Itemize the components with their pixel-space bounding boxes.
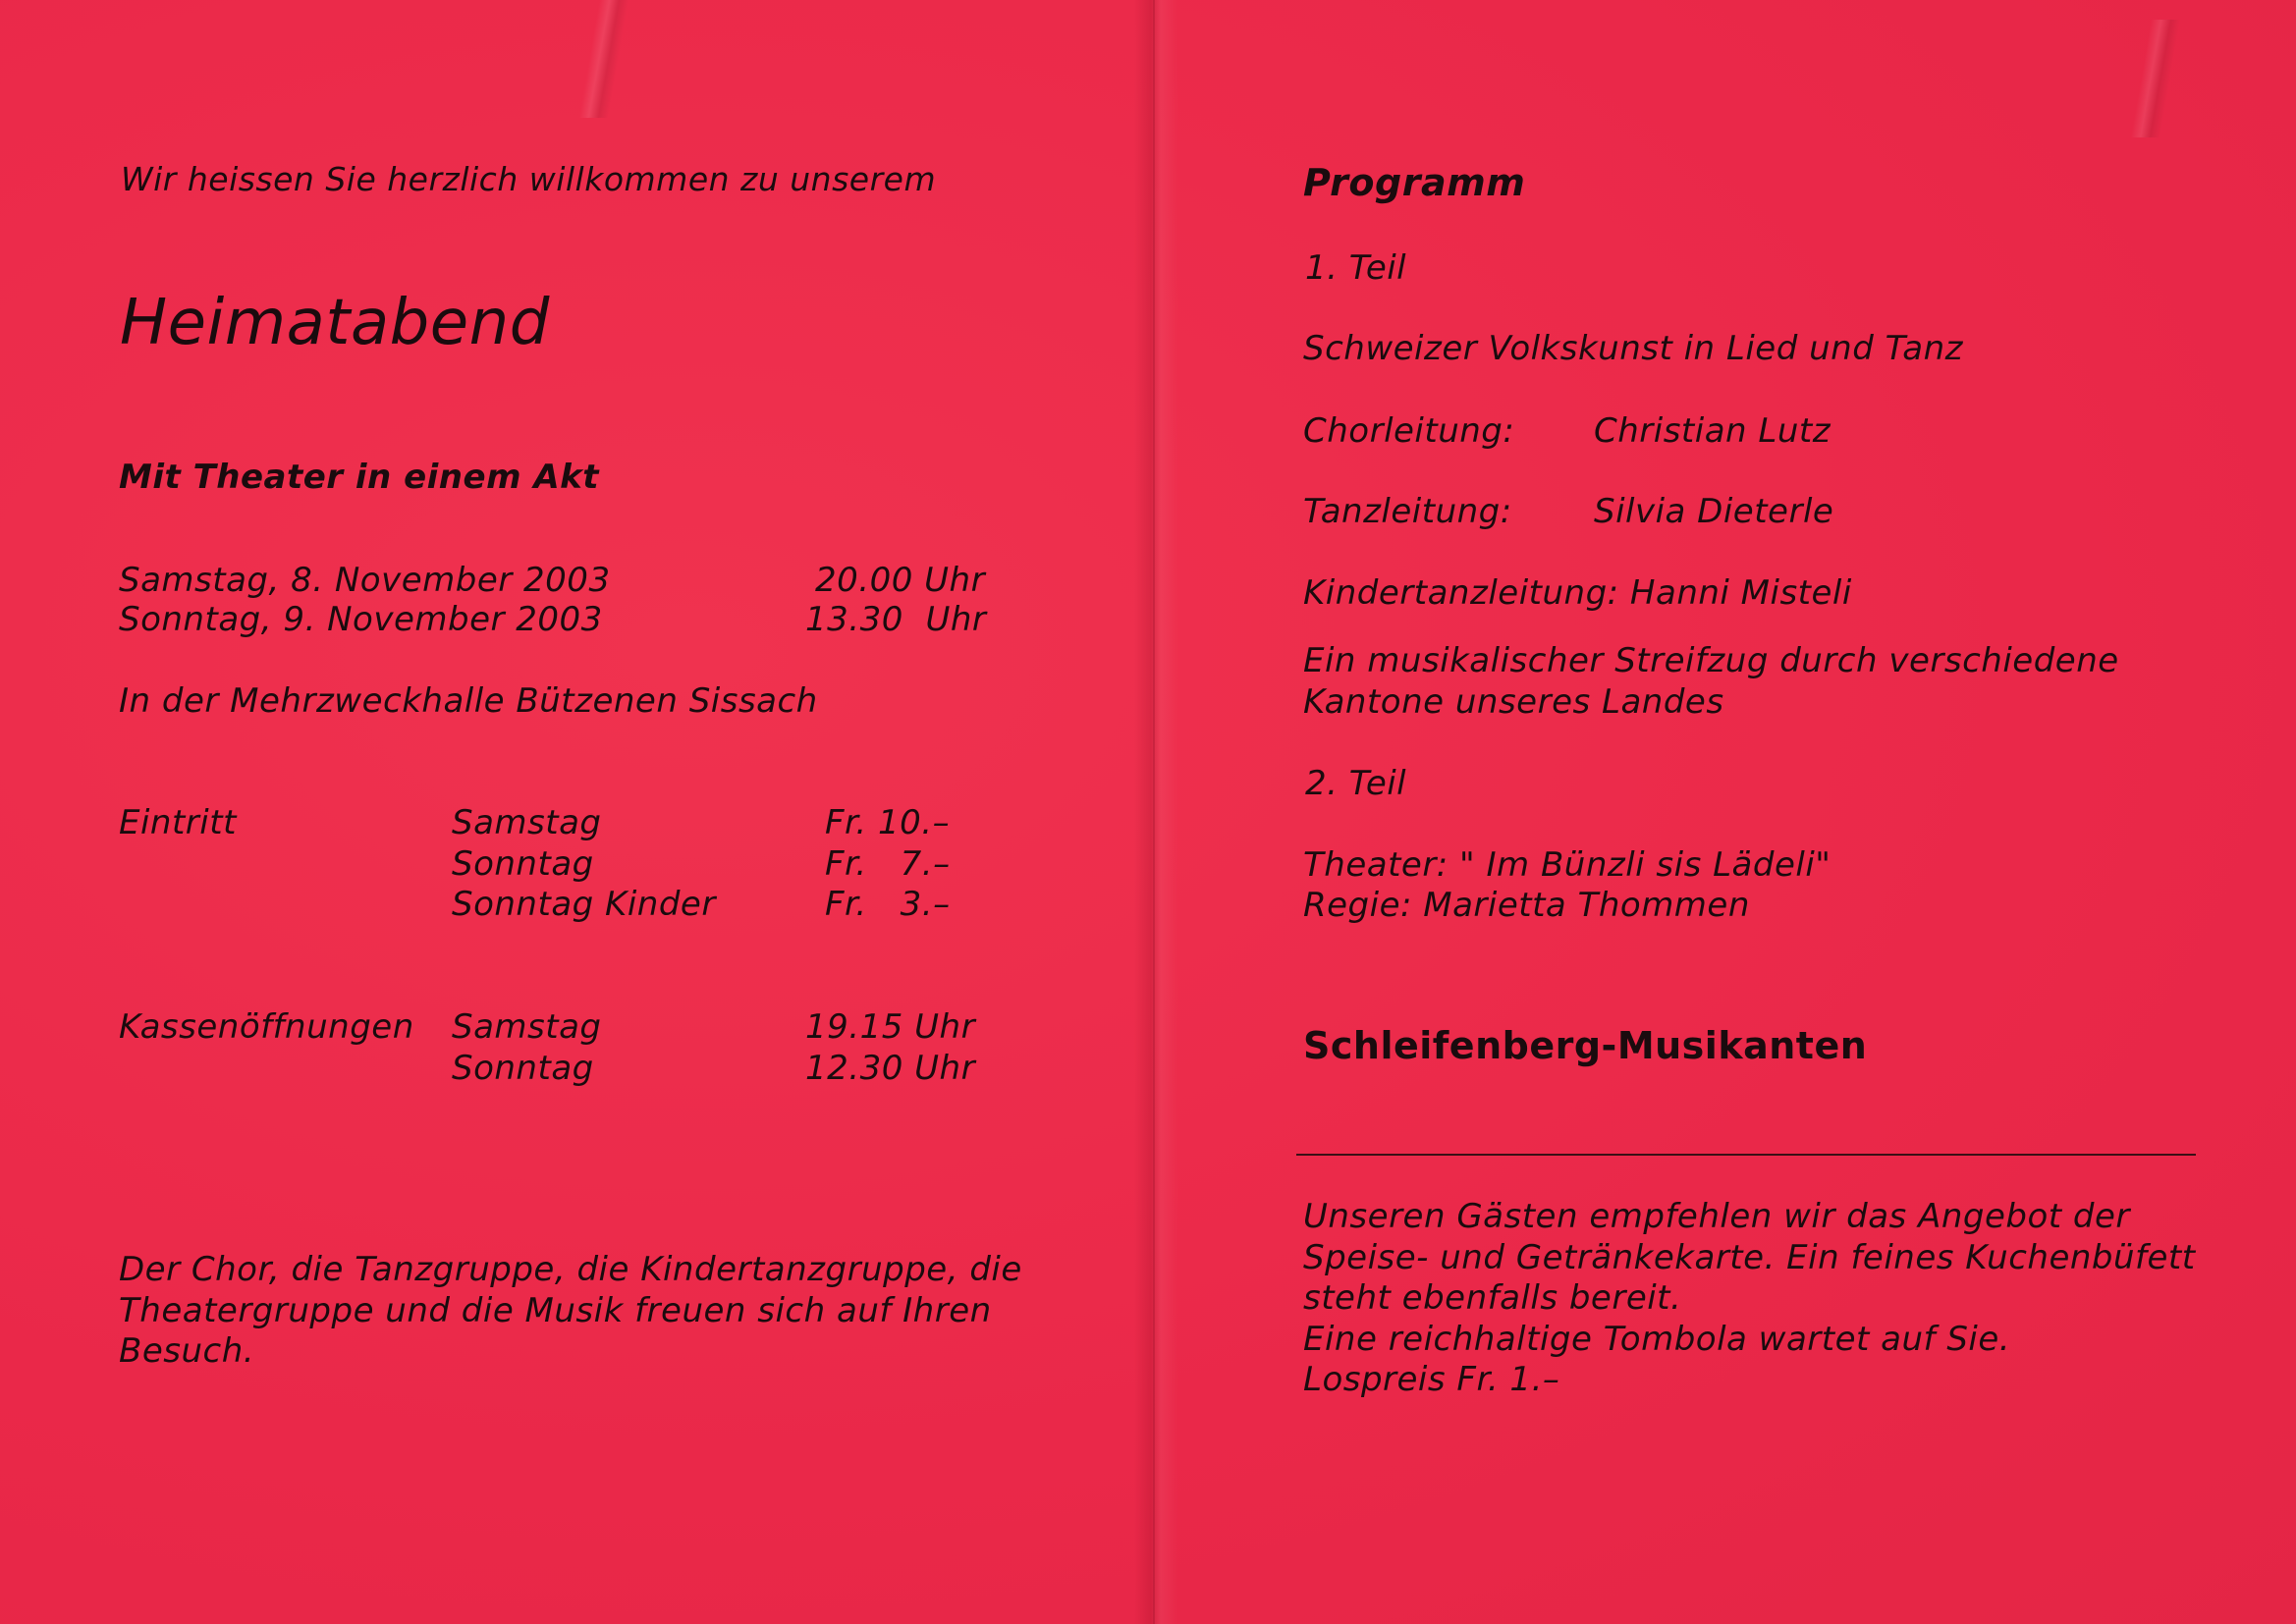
part2-label: 2. Teil (1305, 764, 1407, 803)
entry-label: Eintritt (119, 803, 237, 842)
date-sunday: Sonntag, 9. November 2003 (119, 600, 603, 639)
entry-day: Sonntag Kinder (452, 885, 716, 924)
closing-line: Besuch. (119, 1331, 255, 1371)
program-heading: Programm (1303, 161, 1526, 204)
description-line: Kantone unseres Landes (1303, 682, 1724, 722)
time-saturday: 20.00 Uhr (815, 561, 986, 600)
venue-text: In der Mehrzweckhalle Bützenen Sissach (119, 681, 818, 721)
notes-line: Eine reichhaltige Tombola wartet auf Sie. (1303, 1320, 2011, 1359)
box-office-day: Sonntag (452, 1049, 594, 1088)
box-office-time: 12.30 Uhr (805, 1049, 976, 1088)
dance-name: Silvia Dieterle (1594, 492, 1834, 531)
center-fold (1153, 0, 1155, 1624)
theater-title: Theater: " Im Bünzli sis Lädeli" (1303, 845, 1831, 885)
band-name: Schleifenberg-Musikanten (1303, 1024, 1868, 1067)
paper-crease (578, 0, 629, 118)
divider-line (1296, 1154, 2196, 1156)
choir-name: Christian Lutz (1594, 411, 1831, 451)
entry-day: Sonntag (452, 844, 594, 884)
part1-label: 1. Teil (1305, 248, 1407, 288)
entry-price: Fr. 3.– (825, 885, 951, 924)
entry-day: Samstag (452, 803, 602, 842)
closing-line: Theatergruppe und die Musik freuen sich auf Ihren (119, 1291, 992, 1330)
description-line: Ein musikalischer Streifzug durch verschiedene (1303, 641, 2119, 680)
part1-title: Schweizer Volkskunst in Lied und Tanz (1303, 329, 1964, 368)
event-title: Heimatabend (120, 287, 550, 359)
notes-line: Lospreis Fr. 1.– (1303, 1360, 1560, 1399)
box-office-day: Samstag (452, 1007, 602, 1047)
notes-line: Speise- und Getränkekarte. Ein feines Kuchenbüfett (1303, 1238, 2196, 1277)
entry-price: Fr. 10.– (825, 803, 951, 842)
dance-label: Tanzleitung: (1303, 492, 1512, 531)
paper-crease (2130, 20, 2180, 137)
date-saturday: Samstag, 8. November 2003 (119, 561, 611, 600)
box-office-time: 19.15 Uhr (805, 1007, 976, 1047)
event-subtitle: Mit Theater in einem Akt (119, 458, 600, 497)
notes-line: Unseren Gästen empfehlen wir das Angebot der (1303, 1197, 2130, 1236)
notes-line: steht ebenfalls bereit. (1303, 1278, 1682, 1318)
box-office-label: Kassenöffnungen (119, 1007, 414, 1047)
kids-dance-leader: Kindertanzleitung: Hanni Misteli (1303, 573, 1852, 613)
entry-price: Fr. 7.– (825, 844, 951, 884)
choir-label: Chorleitung: (1303, 411, 1515, 451)
closing-line: Der Chor, die Tanzgruppe, die Kindertanzgruppe, die (119, 1250, 1022, 1289)
welcome-text: Wir heissen Sie herzlich willkommen zu unserem (121, 160, 937, 198)
theater-director: Regie: Marietta Thommen (1303, 886, 1750, 925)
time-sunday: 13.30 Uhr (805, 600, 987, 639)
